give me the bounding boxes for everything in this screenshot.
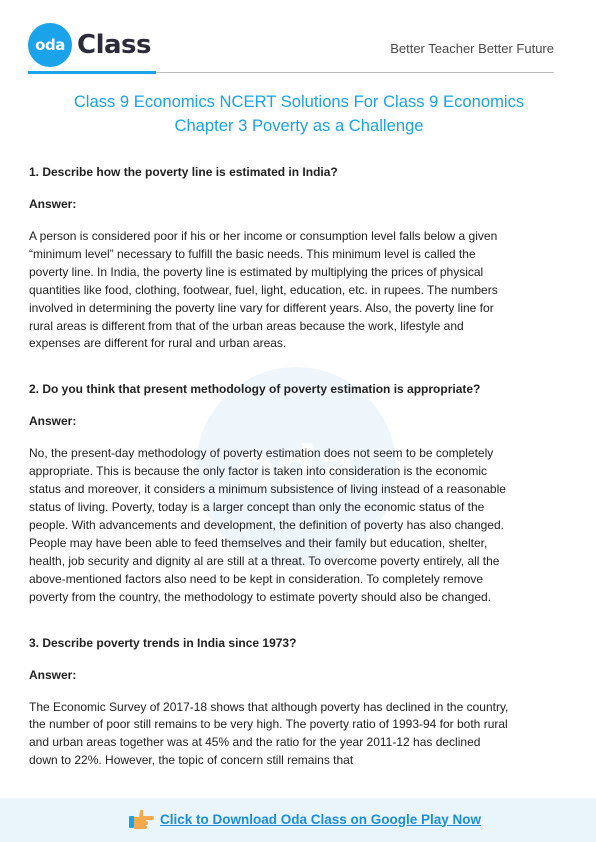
answer-label-1: Answer: xyxy=(29,197,77,211)
page-header xyxy=(0,0,596,80)
header-accent-rule xyxy=(28,71,156,74)
question-block-3 xyxy=(29,635,569,771)
logo-mark: oda xyxy=(28,23,72,67)
document-body xyxy=(29,90,569,770)
watermark-text: oda xyxy=(235,433,357,501)
pointing-hand-icon xyxy=(128,808,154,830)
question-3: 3. Describe poverty trends in India since 1973? xyxy=(29,635,297,650)
title-line-2: Chapter 3 Poverty as a Challenge xyxy=(174,116,424,135)
oda-class-logo[interactable] xyxy=(28,23,151,67)
header-divider xyxy=(156,72,554,73)
answer-label-3: Answer: xyxy=(29,667,77,682)
question-block-2 xyxy=(29,381,569,606)
question-block-1 xyxy=(29,164,569,353)
logo-text: Class xyxy=(77,30,151,60)
question-2: 2. Do you think that present methodology of poverty estimation is appropriate? xyxy=(29,382,481,397)
question-1: 1. Describe how the poverty line is estimated in India? xyxy=(29,165,338,179)
answer-3: The Economic Survey of 2017-18 shows that although poverty has declined in the country, the number of poor still remains to be very high. The poverty ratio of 1993-94 for both rural and urban areas together was at 45% and the ratio for the year 2011-12 has declined down to 22%. However, the topic of concern still remains that xyxy=(29,699,509,768)
page-title xyxy=(29,90,569,138)
download-app-link[interactable] xyxy=(128,808,481,830)
answer-1: A person is considered poor if his or her income or consumption level falls below a given “minimum level” necessary to fulfill the basic needs. This minimum level is called the poverty line. In India, the poverty line is estimated by multiplying the prices of physical quantities like food, clothing, footwear, fuel, light, education, etc. in rupees. The numbers involved in determining the poverty line vary for different years. Also, the poverty line for rural areas is different from that of the urban areas because the work, lifestyle and expenses are different for rural and urban areas. xyxy=(29,229,498,351)
answer-label-2: Answer: xyxy=(29,414,77,429)
tagline: Better Teacher Better Future xyxy=(390,41,554,56)
answer-2: No, the present-day methodology of poverty estimation does not seem to be completely appropriate. This is because the only factor is taken into consideration is the economic status and moreover, it considers a minimum subsistence of living instead of a reasonable status of living. Poverty, today is a larger concept than only the economic status of the people. With advancements and development, the definition of poverty has also changed. People may have been able to feed themselves and their family but education, shelter, health, job security and dignity al are still at a threat. To overcome poverty entirely, all the above-mentioned factors also need to be kept in consideration. To completely remove poverty from the country, the methodology to estimate poverty should also be changed. xyxy=(29,446,506,604)
download-link-text[interactable]: Click to Download Oda Class on Google Play Now xyxy=(160,811,482,827)
title-line-1: Class 9 Economics NCERT Solutions For Class 9 Economics xyxy=(73,92,525,111)
